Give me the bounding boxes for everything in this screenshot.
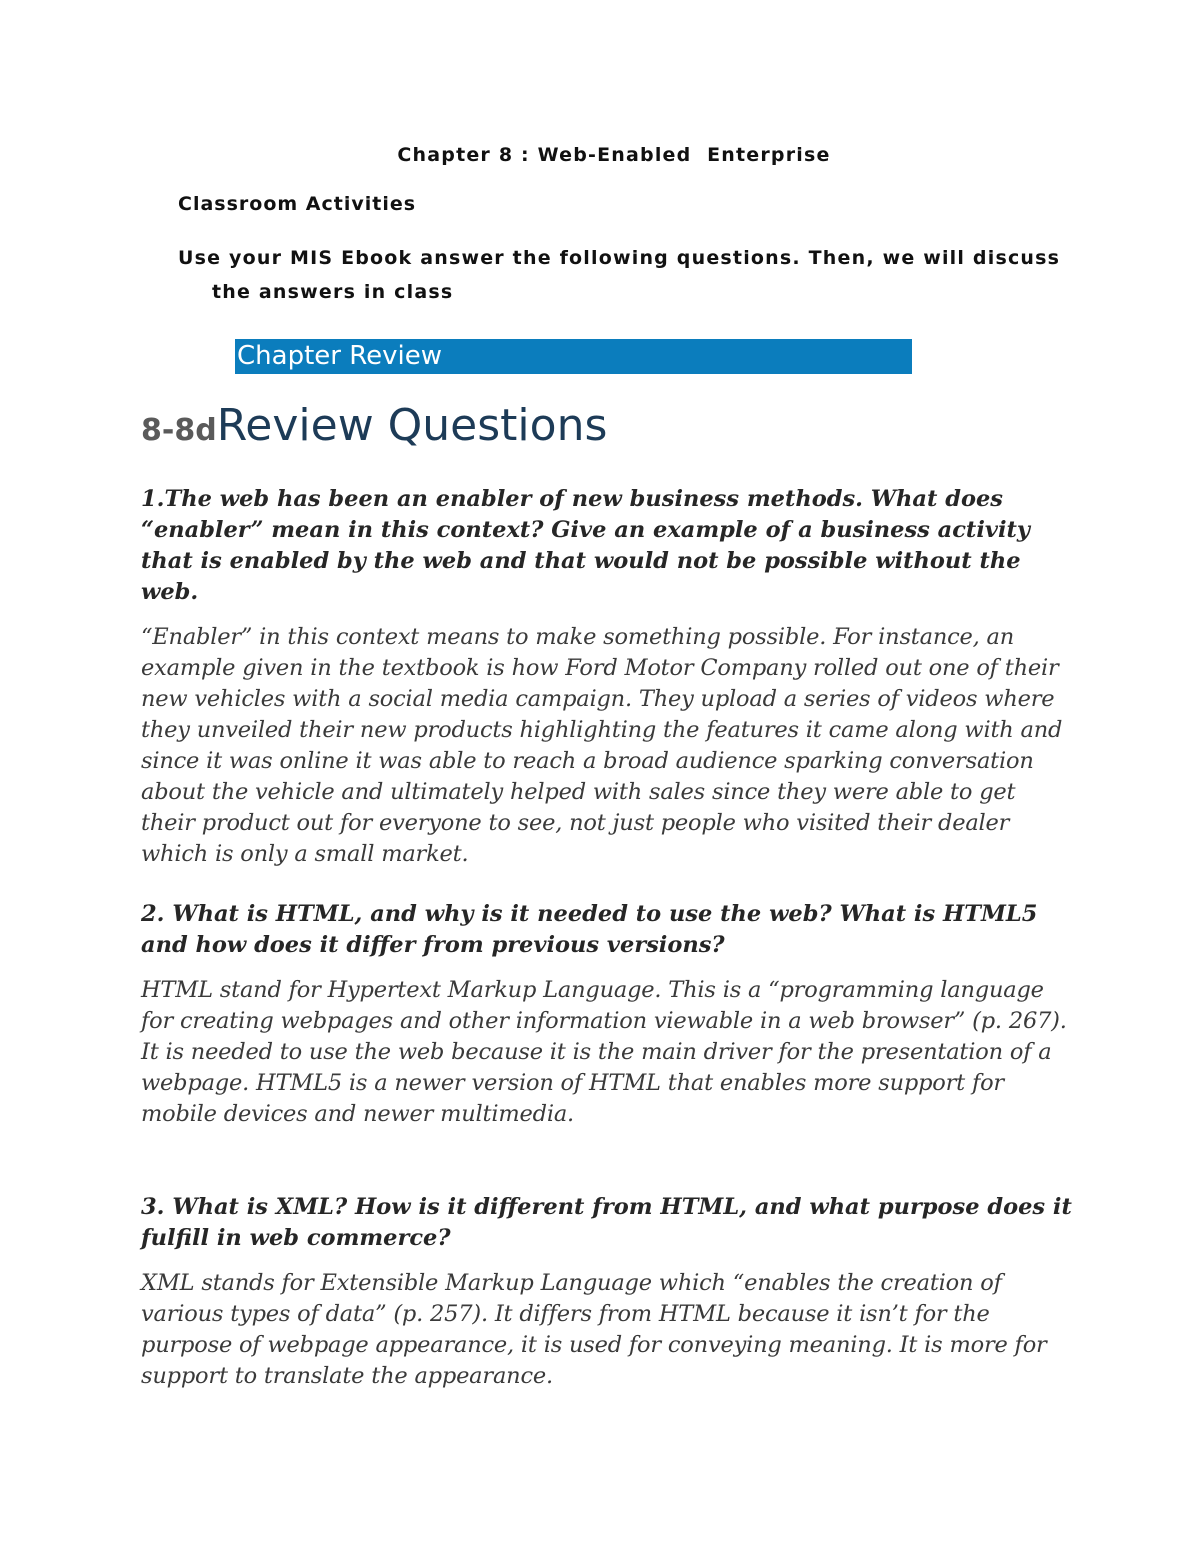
qa-block xyxy=(141,1192,1076,1392)
section-subtitle: Classroom Activities xyxy=(178,193,417,215)
section-number: 8-8d xyxy=(141,413,217,448)
qa-block xyxy=(141,899,1076,1130)
answer-text: XML stands for Extensible Markup Language which “enables the creation of various types of data” (p. 257). It differs from HTML because it isn’t for the purpose of webpage appearance, it is used for conveying meaning. It is more for support to translate the appearance. xyxy=(141,1270,1047,1389)
section-heading: Review Questions xyxy=(216,400,608,451)
qa-block xyxy=(141,484,1076,870)
question-text: 2. What is HTML, and why is it needed to use the web? What is HTML5 and how does it differ from previous versions? xyxy=(141,901,1038,958)
instructions xyxy=(178,241,1078,309)
review-questions-heading xyxy=(141,400,607,451)
chapter-review-banner: Chapter Review xyxy=(235,339,912,374)
page-title: Chapter 8 : Web-Enabled Enterprise xyxy=(397,144,831,166)
instructions-line-2: the answers in class xyxy=(212,281,454,303)
answer-text: HTML stand for Hypertext Markup Language. This is a “programming language for creating webpages and other information viewable in a web browser” (p. 267). It is needed to use the web because it is the main driver for the presentation of a webpage. HTML5 is a newer version of HTML that enables more support for mobile devices and newer multimedia. xyxy=(141,977,1067,1127)
question-text: 3. What is XML? How is it different from HTML, and what purpose does it fulfill in web commerce? xyxy=(141,1194,1072,1251)
question-text: 1.The web has been an enabler of new business methods. What does “enabler” mean in this context? Give an example of a business activity that is enabled by the web and that would not be possible without the web. xyxy=(141,486,1030,605)
answer-text: “Enabler” in this context means to make something possible. For instance, an example given in the textbook is how Ford Motor Company rolled out one of their new vehicles with a social media campaign. They upload a series of videos where they unveiled their new products highlighting the features it came along with and since it was online it was able to reach a broad audience sparking conversation about the vehicle and ultimately helped with sales since they were able to get their product out for everyone to see, not just people who visited their dealer which is only a small market. xyxy=(141,624,1063,867)
instructions-line-1: Use your MIS Ebook answer the following questions. Then, we will discuss xyxy=(178,247,1061,269)
